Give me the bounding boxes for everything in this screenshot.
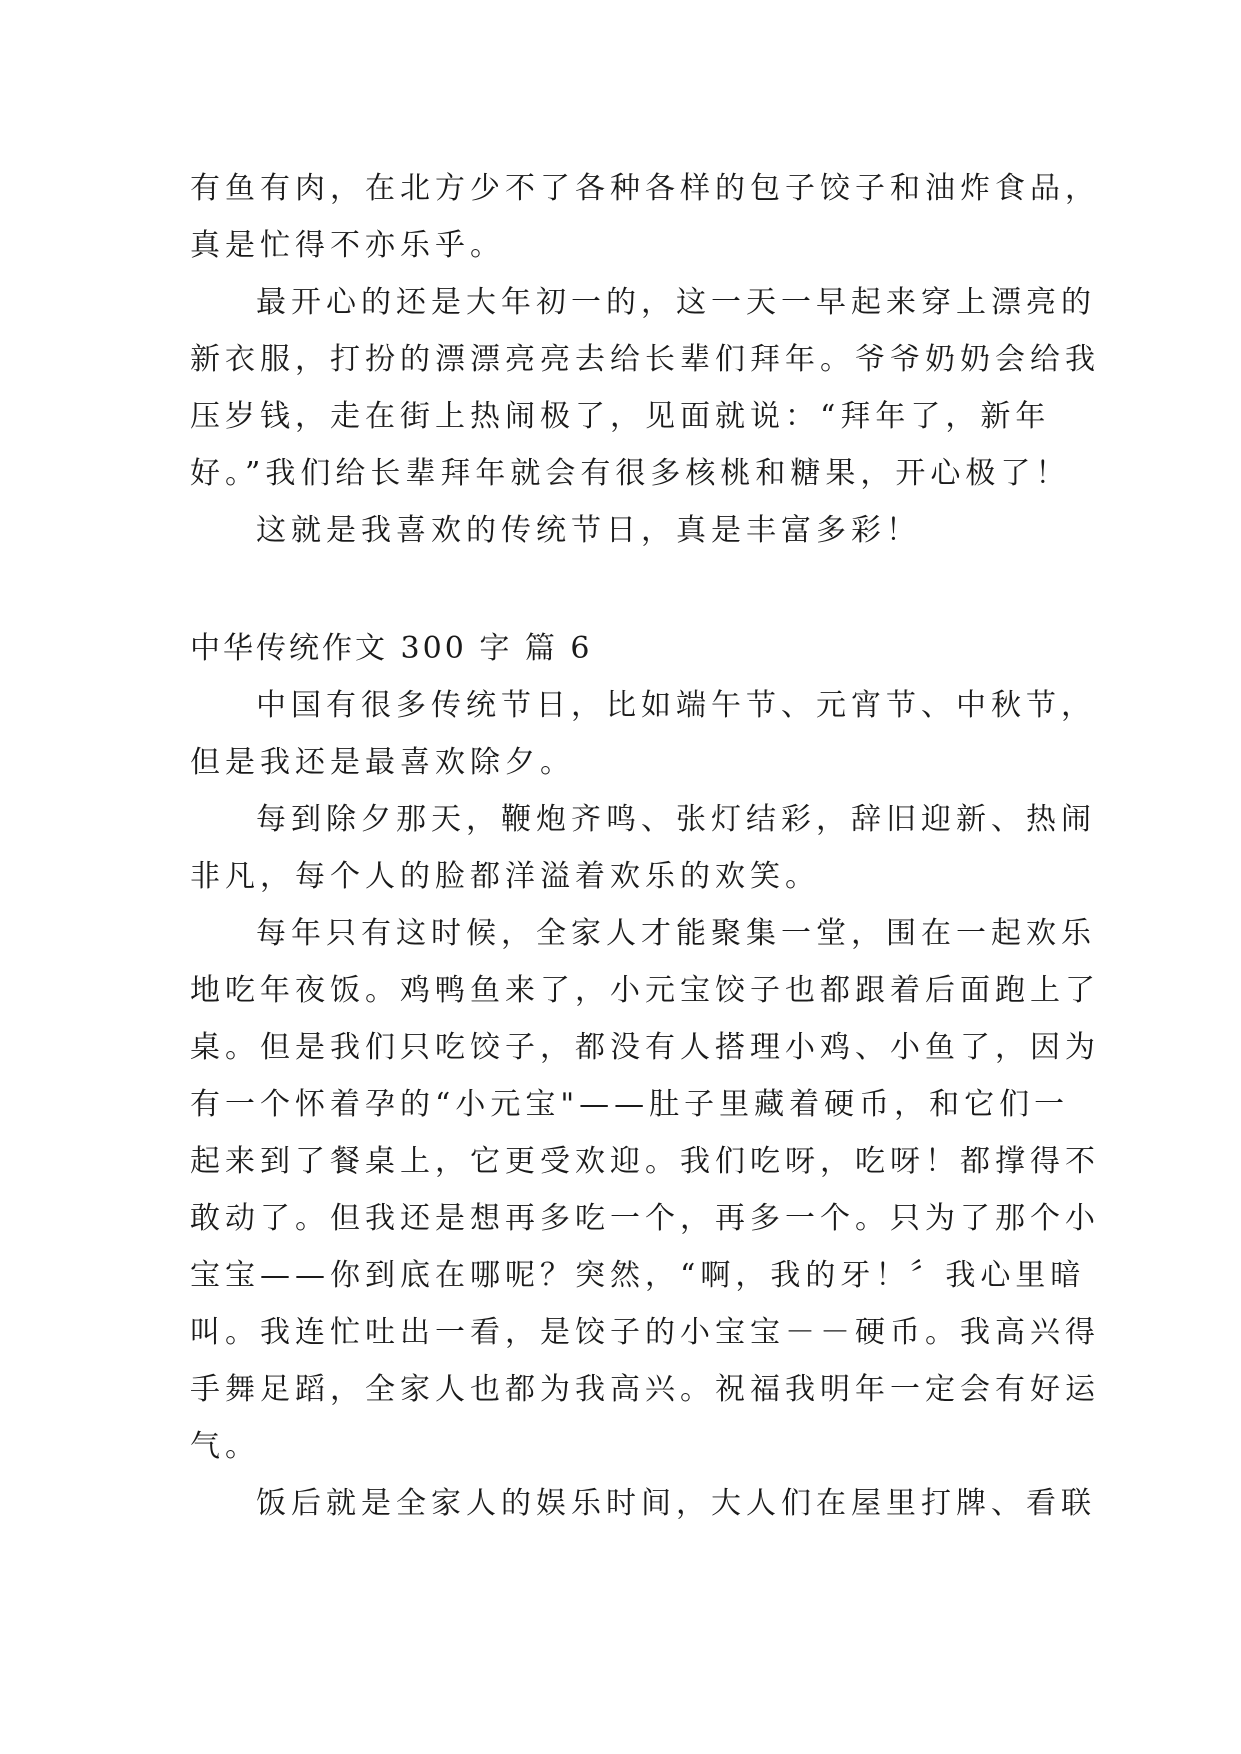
text-line: 桌。但是我们只吃饺子，都没有人搭理小鸡、小鱼了，因为 [190,1030,1100,1065]
text-line: 地吃年夜饭。鸡鸭鱼来了，小元宝饺子也都跟着后面跑上了 [190,973,1100,1008]
paragraph-first-line: 最开心的还是大年初一的，这一天一早起来穿上漂亮的 [256,285,1096,320]
paragraph-first-line: 每年只有这时候，全家人才能聚集一堂，围在一起欢乐 [256,916,1096,951]
text-line: 非凡，每个人的脸都洋溢着欢乐的欢笑。 [190,859,820,894]
text-line: 有一个怀着孕的“小元宝"——肚子里藏着硬币，和它们一 [190,1087,1070,1122]
paragraph-first-line: 中国有很多传统节日，比如端午节、元宵节、中秋节， [256,688,1096,723]
text-line: 起来到了餐桌上，它更受欢迎。我们吃呀，吃呀！都撑得不 [190,1144,1100,1179]
text-line: 宝宝——你到底在哪呢？突然，“啊，我的牙！〞我心里暗 [190,1258,1086,1293]
text-line: 叫。我连忙吐出一看，是饺子的小宝宝－－硬币。我高兴得 [190,1315,1100,1350]
text-line: 气。 [190,1429,260,1464]
text-line: 好。”我们给长辈拜年就会有很多核桃和糖果，开心极了！ [190,456,1071,491]
text-line: 敢动了。但我还是想再多吃一个，再多一个。只为了那个小 [190,1201,1100,1236]
text-line: 但是我还是最喜欢除夕。 [190,745,575,780]
text-line: 有鱼有肉，在北方少不了各种各样的包子饺子和油炸食品， [190,171,1100,206]
text-line: 真是忙得不亦乐乎。 [190,228,505,263]
text-line: 新衣服，打扮的漂漂亮亮去给长辈们拜年。爷爷奶奶会给我 [190,342,1100,377]
text-line: 压岁钱，走在街上热闹极了，见面就说：“拜年了，新年 [190,399,1051,434]
bottom-text-block [190,677,1100,1532]
text-line: 手舞足蹈，全家人也都为我高兴。祝福我明年一定会有好运 [190,1372,1100,1407]
paragraph-first-line: 饭后就是全家人的娱乐时间，大人们在屋里打牌、看联 [256,1486,1096,1521]
section-heading: 中华传统作文 300 字 篇 6 [190,631,593,666]
paragraph-first-line: 每到除夕那天，鞭炮齐鸣、张灯结彩，辞旧迎新、热闹 [256,802,1096,837]
paragraph-first-line: 这就是我喜欢的传统节日，真是丰富多彩！ [256,513,921,548]
top-text-block [190,160,1100,559]
